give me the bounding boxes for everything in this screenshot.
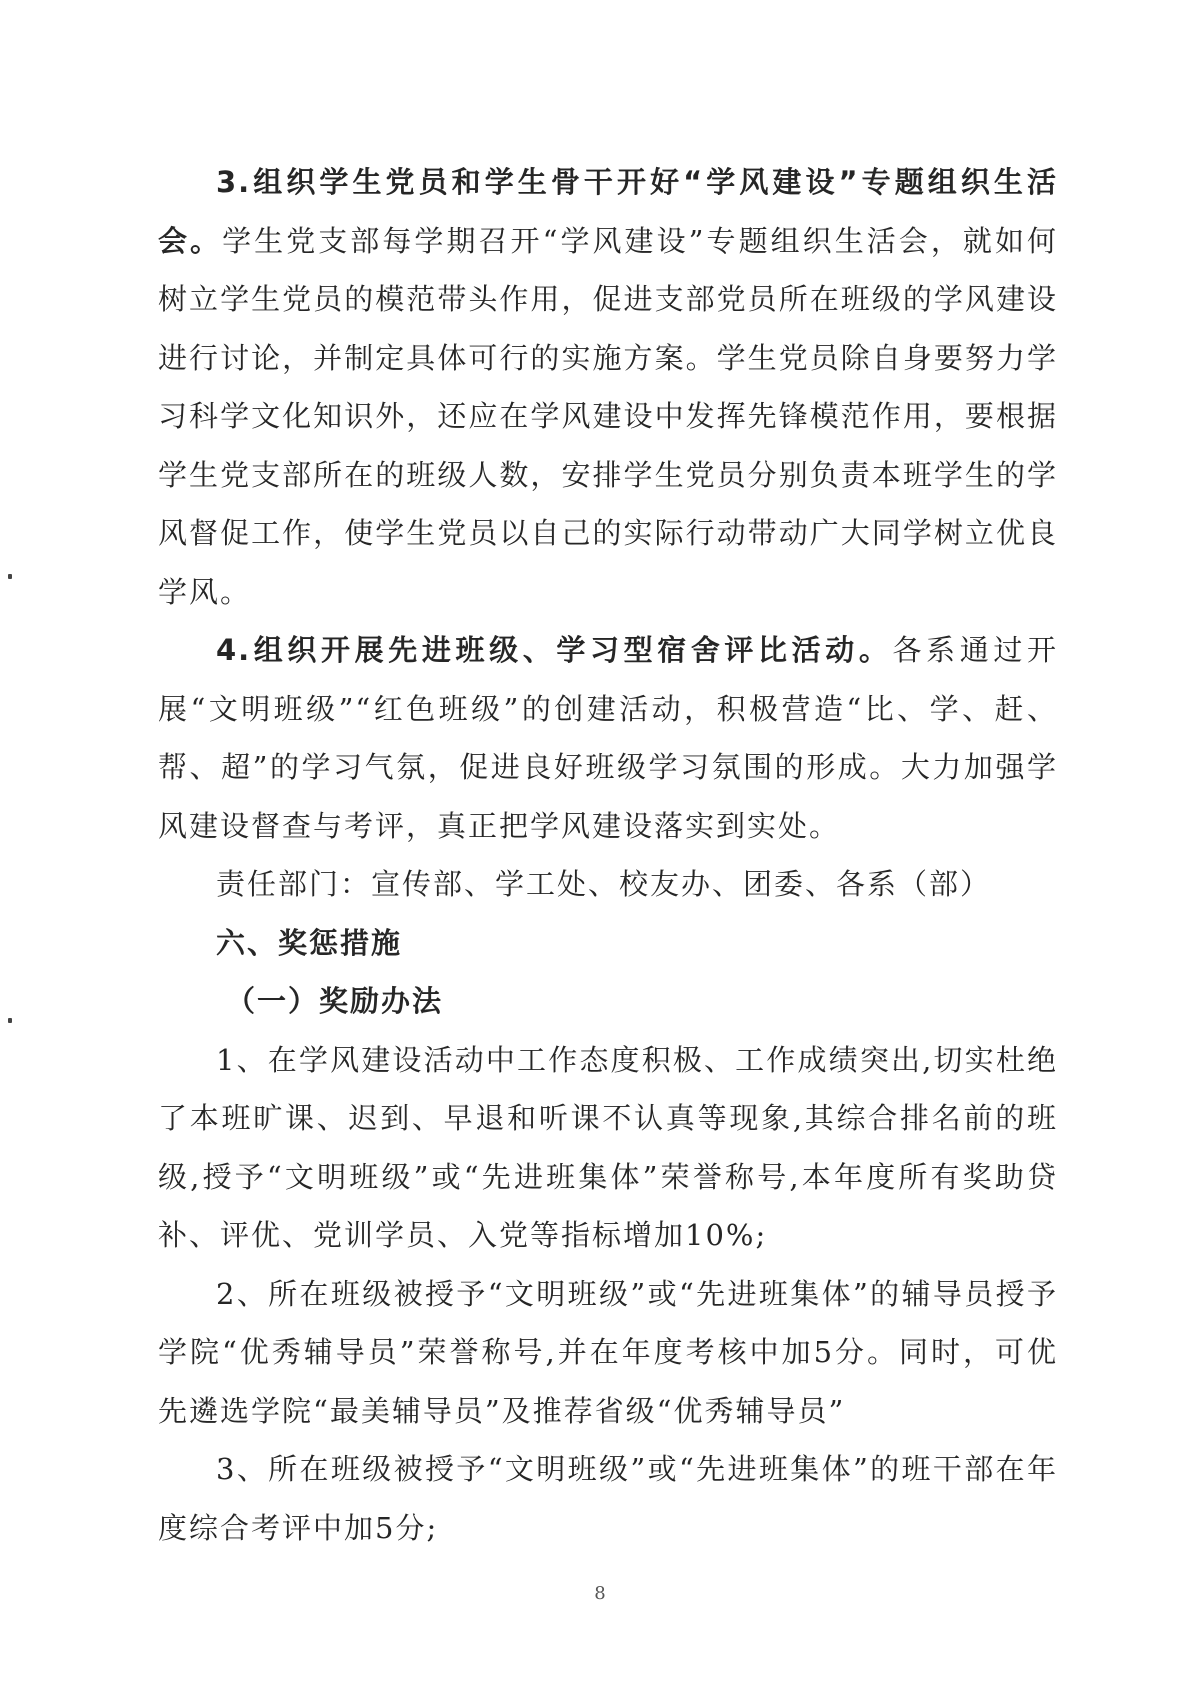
scan-mark-upper: [8, 574, 12, 579]
section-heading: 六、奖惩措施: [216, 925, 403, 960]
paragraph-party-members: [158, 153, 1058, 621]
paragraph-lead: 4.组织开展先进班级、学习型宿舍评比活动。: [216, 633, 893, 667]
paragraph-class-evaluation: [158, 621, 1058, 855]
reward-item-3: 3、所在班级被授予“文明班级”或“先进班集体”的班干部在年度综合考评中加5分;: [158, 1452, 1058, 1545]
paragraph-text: 各系通过开展“文明班级”“红色班级”的创建活动，积极营造“比、学、赶、帮、超”的学习气氛，促进良好班级学习氛围的形成。大力加强学风建设督查与考评，真正把学风建设落实到实处。: [158, 633, 1058, 843]
document-body: [158, 153, 1058, 1557]
paragraph-text: 学生党支部每学期召开“学风建设”专题组织生活会，就如何树立学生党员的模范带头作用，促进支部党员所在班级的学风建设进行讨论，并制定具体可行的实施方案。学生党员除自身要努力学习科学文化知识外，还应在学风建设中发挥先锋模范作用，要根据学生党支部所在的班级人数，安排学生党员分别负责本班学生的学风督促工作，使学生党员以自己的实际行动带动广大同学树立优良学风。: [158, 223, 1058, 609]
responsible-departments: 责任部门：宣传部、学工处、校友办、团委、各系（部）: [216, 867, 992, 901]
scan-mark-lower: [8, 1018, 12, 1023]
subsection-heading: （一）奖励办法: [226, 984, 444, 1018]
paragraph-lead: 3.组织学生党员和学生骨干开好“学风建设”专题组织生活会。: [158, 165, 1058, 258]
page-number: 8: [594, 1583, 606, 1604]
reward-item-2: 2、所在班级被授予“文明班级”或“先进班集体”的辅导员授予学院“优秀辅导员”荣誉称号,并在年度考核中加5分。同时，可优先遴选学院“最美辅导员”及推荐省级“优秀辅导员”: [158, 1276, 1058, 1428]
reward-item-1: 1、在学风建设活动中工作态度积极、工作成绩突出,切实杜绝了本班旷课、迟到、早退和听课不认真等现象,其综合排名前的班级,授予“文明班级”或“先进班集体”荣誉称号,本年度所有奖助贷补、评优、党训学员、入党等指标增加10%;: [158, 1042, 1058, 1252]
